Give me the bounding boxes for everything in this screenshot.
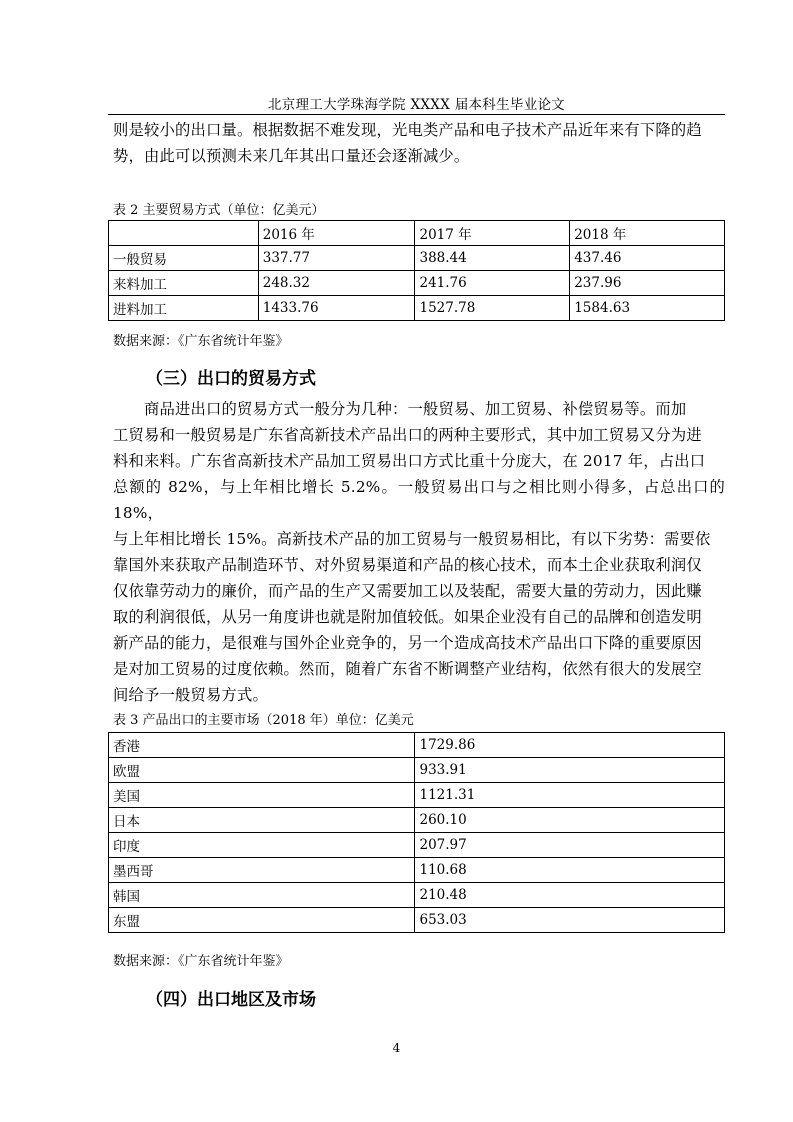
table-row — [109, 246, 725, 271]
table-cell: 437.46 — [570, 246, 725, 271]
table-row — [109, 733, 725, 758]
table-cell: 1729.86 — [415, 733, 725, 758]
table-header-cell: 2018 年 — [570, 221, 725, 246]
table-cell: 210.48 — [415, 883, 725, 908]
section3-line: 取的利润很低，从另一角度讲也就是附加值较低。如果企业没有自己的品牌和创造发明 — [113, 608, 702, 626]
table-cell: 388.44 — [415, 246, 570, 271]
table-cell: 110.68 — [415, 858, 725, 883]
table-header-cell: 2017 年 — [415, 221, 570, 246]
table-cell: 1121.31 — [415, 783, 725, 808]
section3-line: 商品进出口的贸易方式一般分为几种：一般贸易、加工贸易、补偿贸易等。而加 — [144, 400, 687, 418]
header-rule — [108, 114, 725, 115]
table-cell: 墨西哥 — [109, 858, 415, 883]
table-cell: 进料加工 — [109, 296, 259, 321]
table2-source: 数据来源：《广东省统计年鉴》 — [113, 334, 289, 349]
section3-line: 总额的 82%，与上年相比增长 5.2%。一般贸易出口与之相比则小得多，占总出口的 18%， — [113, 478, 725, 522]
table3 — [108, 732, 725, 933]
table-row — [109, 758, 725, 783]
table3-source: 数据来源：《广东省统计年鉴》 — [113, 954, 289, 969]
table-cell: 美国 — [109, 783, 415, 808]
section4-heading: （四）出口地区及市场 — [146, 990, 316, 1010]
section3-line: 工贸易和一般贸易是广东省高新技术产品出口的两种主要形式，其中加工贸易又分为进 — [113, 426, 702, 444]
table-row — [109, 858, 725, 883]
table-cell: 248.32 — [258, 271, 415, 296]
table-cell: 韩国 — [109, 883, 415, 908]
table-cell: 来料加工 — [109, 271, 259, 296]
table-header-row — [109, 221, 725, 246]
intro-line-2: 势，由此可以预测未来几年其出口量还会逐渐减少。 — [113, 147, 470, 165]
table2 — [108, 220, 725, 321]
page-header: 北京理工大学珠海学院 XXXX 届本科生毕业论文 — [267, 97, 566, 113]
table2-caption: 表 2 主要贸易方式（单位：亿美元） — [113, 203, 325, 218]
table-header-cell — [109, 221, 259, 246]
table-cell: 207.97 — [415, 833, 725, 858]
table-cell: 印度 — [109, 833, 415, 858]
table-cell: 日本 — [109, 808, 415, 833]
section3-line: 间给予一般贸易方式。 — [113, 686, 268, 704]
table-cell: 1527.78 — [415, 296, 570, 321]
section3-heading: （三）出口的贸易方式 — [146, 369, 316, 389]
intro-paragraph — [113, 117, 725, 169]
section3-line: 靠国外来获取产品制造环节、对外贸易渠道和产品的核心技术，而本土企业获取利润仅 — [113, 556, 702, 574]
section3-paragraph — [113, 396, 725, 708]
section3-line: 料和来料。广东省高新技术产品加工贸易出口方式比重十分庞大，在 2017 年，占出口 — [113, 452, 706, 470]
table-header-cell: 2016 年 — [258, 221, 415, 246]
table-row — [109, 783, 725, 808]
section3-line: 是对加工贸易的过度依赖。然而，随着广东省不断调整产业结构，依然有很大的发展空 — [113, 660, 702, 678]
table-row — [109, 271, 725, 296]
page-number: 4 — [392, 1041, 401, 1055]
table-cell: 一般贸易 — [109, 246, 259, 271]
table3-caption: 表 3 产品出口的主要市场（2018 年）单位：亿美元 — [113, 713, 414, 728]
table-cell: 260.10 — [415, 808, 725, 833]
table-row — [109, 833, 725, 858]
table-cell: 241.76 — [415, 271, 570, 296]
table-row — [109, 908, 725, 933]
table-cell: 653.03 — [415, 908, 725, 933]
intro-line-1: 则是较小的出口量。根据数据不难发现，光电类产品和电子技术产品近年来有下降的趋 — [113, 121, 702, 139]
table-cell: 237.96 — [570, 271, 725, 296]
table-row — [109, 296, 725, 321]
table-cell: 1584.63 — [570, 296, 725, 321]
table-row — [109, 883, 725, 908]
table-cell: 933.91 — [415, 758, 725, 783]
table-cell: 1433.76 — [258, 296, 415, 321]
table-row — [109, 808, 725, 833]
table-cell: 欧盟 — [109, 758, 415, 783]
section3-line: 仅依靠劳动力的廉价，而产品的生产又需要加工以及装配，需要大量的劳动力，因此赚 — [113, 582, 702, 600]
section3-line: 与上年相比增长 15%。高新技术产品的加工贸易与一般贸易相比，有以下劣势：需要依 — [113, 530, 711, 548]
table-cell: 香港 — [109, 733, 415, 758]
section3-line: 新产品的能力，是很难与国外企业竞争的，另一个造成高技术产品出口下降的重要原因 — [113, 634, 702, 652]
table-cell: 东盟 — [109, 908, 415, 933]
table-cell: 337.77 — [258, 246, 415, 271]
